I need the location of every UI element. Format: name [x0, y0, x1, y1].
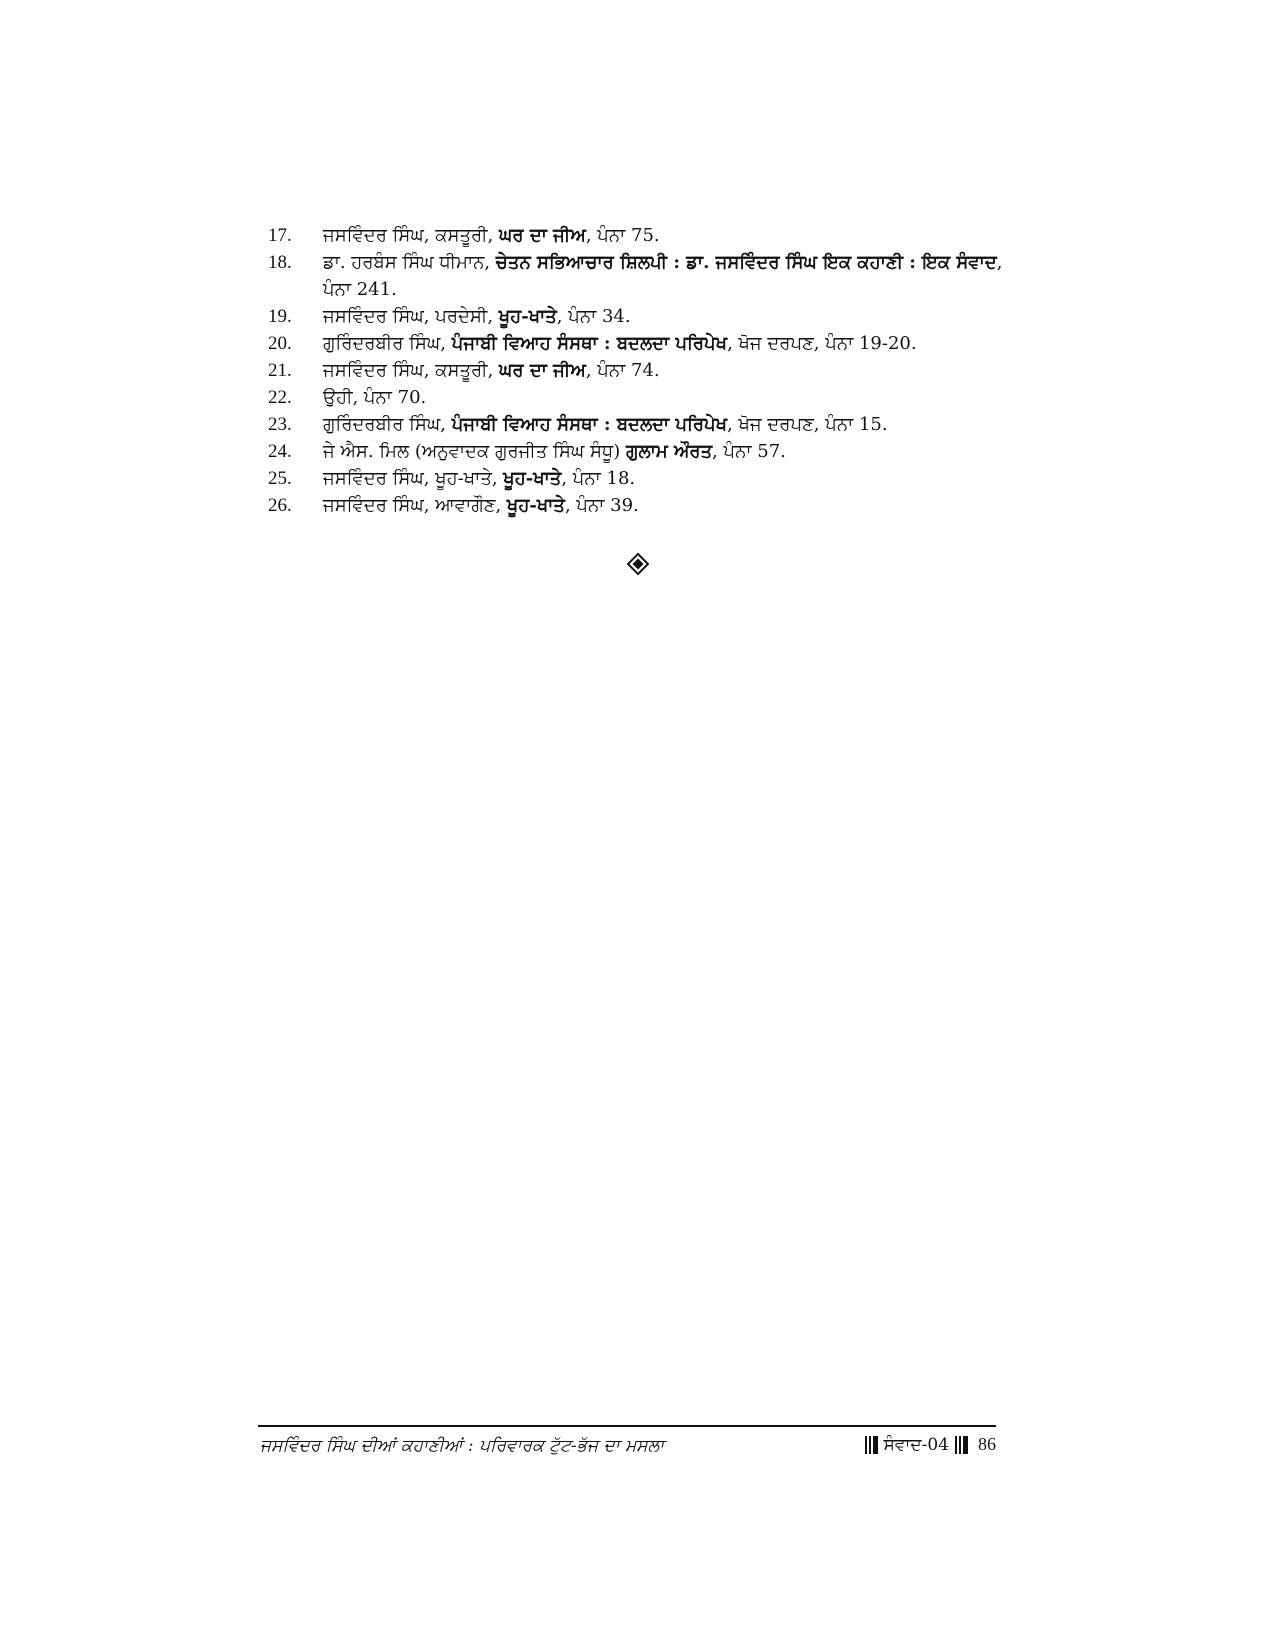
endnote-item [268, 330, 1008, 357]
endnote-text-segment: , ਪੰਨਾ 57. [712, 441, 786, 462]
endnote-item [268, 222, 1008, 249]
barcode-bars-icon [955, 1436, 968, 1454]
endnote-title-bold: ਗੁਲਾਮ ਔਰਤ [626, 441, 713, 462]
endnote-text-segment: ਜੇ ਐਸ. ਮਿਲ (ਅਨੁਵਾਦਕ ਗੁਰਜੀਤ ਸਿੰਘ ਸੰਧੂ) [323, 441, 627, 462]
endnote-title-bold: ਚੇਤਨ ਸਭਿਆਚਾਰ ਸ਼ਿਲਪੀ : ਡਾ. ਜਸਵਿੰਦਰ ਸਿੰਘ ਇਕ ਕਹਾਣੀ : ਇਕ ਸੰਵਾਦ [495, 252, 997, 273]
endnote-number: 26. [268, 495, 292, 516]
endnote-item [268, 438, 1008, 465]
endnote-text-segment: ਡਾ. ਹਰਬੰਸ ਸਿੰਘ ਧੀਮਾਨ, [323, 252, 496, 273]
endnote-text-segment: ਜਸਵਿੰਦਰ ਸਿੰਘ, ਕਸਤੂਰੀ, [323, 360, 500, 381]
endnote-number: 17. [268, 225, 292, 246]
endnote-number: 18. [268, 252, 292, 273]
endnote-text [323, 303, 1008, 330]
page-number: 86 [978, 1434, 996, 1454]
endnote-number: 21. [268, 360, 292, 381]
endnote-item [268, 411, 1008, 438]
endnote-item [268, 465, 1008, 492]
endnote-item [268, 357, 1008, 384]
endnote-title-bold: ਪੰਜਾਬੀ ਵਿਆਹ ਸੰਸਥਾ : ਬਦਲਦਾ ਪਰਿਪੇਖ [451, 333, 728, 354]
endnote-text-segment: ਗੁਰਿੰਦਰਬੀਰ ਸਿੰਘ, [323, 414, 452, 435]
endnote-text [323, 222, 1008, 249]
endnote-text-segment: , ਪੰਨਾ 18. [561, 468, 636, 489]
endnote-text [323, 492, 1008, 519]
endnote-text-segment: ਜਸਵਿੰਦਰ ਸਿੰਘ, ਖੂਹ-ਖਾਤੇ, [323, 468, 504, 489]
journal-name: ਸੰਵਾਦ-04 [883, 1434, 949, 1455]
endnote-text [323, 330, 1008, 357]
endnote-number: 24. [268, 441, 292, 462]
endnote-text-segment: , ਖੋਜ ਦਰਪਣ, ਪੰਨਾ 15. [727, 414, 888, 435]
endnote-text-segment: ਗੁਰਿੰਦਰਬੀਰ ਸਿੰਘ, [323, 333, 452, 354]
running-footer-title: ਜਸਵਿੰਦਰ ਸਿੰਘ ਦੀਆਂ ਕਹਾਣੀਆਂ : ਪਰਿਵਾਰਕ ਟੁੱਟ-ਭੱਜ ਦਾ ਮਸਲਾ [260, 1436, 664, 1456]
endnote-text [323, 384, 1008, 411]
endnote-text [323, 438, 1008, 465]
endnote-text-segment: ਜਸਵਿੰਦਰ ਸਿੰਘ, ਆਵਾਗੌਣ, [323, 495, 507, 516]
endnote-text [323, 465, 1008, 492]
endnote-text [323, 249, 1008, 303]
endnote-title-bold: ਖੂਹ-ਖਾਤੇ [503, 468, 562, 489]
endnote-number: 25. [268, 468, 292, 489]
footer-divider [258, 1425, 996, 1427]
endnote-number: 19. [268, 306, 292, 327]
endnote-number: 23. [268, 414, 292, 435]
endnote-item [268, 492, 1008, 519]
endnote-text [323, 411, 1008, 438]
endnote-text-segment: ਜਸਵਿੰਦਰ ਸਿੰਘ, ਕਸਤੂਰੀ, [323, 225, 500, 246]
endnote-item [268, 303, 1008, 330]
endnote-number: 22. [268, 387, 292, 408]
endnote-text-segment: , ਖੋਜ ਦਰਪਣ, ਪੰਨਾ 19-20. [727, 333, 917, 354]
endnote-title-bold: ਘਰ ਦਾ ਜੀਅ [499, 225, 586, 246]
endnotes-list [268, 222, 1008, 519]
endnote-text [323, 357, 1008, 384]
endnote-title-bold: ਘਰ ਦਾ ਜੀਅ [499, 360, 586, 381]
endnote-number: 20. [268, 333, 292, 354]
endnote-item [268, 249, 1008, 303]
endnote-title-bold: ਖੂਹ-ਖਾਤੇ [498, 306, 557, 327]
endnote-text-segment: ਜਸਵਿੰਦਰ ਸਿੰਘ, ਪਰਦੇਸੀ, [323, 306, 499, 327]
endnote-title-bold: ਪੰਜਾਬੀ ਵਿਆਹ ਸੰਸਥਾ : ਬਦਲਦਾ ਪਰਿਪੇਖ [451, 414, 728, 435]
endnote-text-segment: , ਪੰਨਾ 75. [585, 225, 660, 246]
endnote-item [268, 384, 1008, 411]
diamond-ornament-icon [627, 553, 649, 575]
endnote-text-segment: , ਪੰਨਾ 241. [323, 252, 1003, 300]
endnote-text-segment: , ਪੰਨਾ 74. [585, 360, 660, 381]
endnote-text-segment: , ਪੰਨਾ 39. [564, 495, 639, 516]
barcode-bars-icon [865, 1436, 878, 1454]
footer-journal-block [865, 1434, 996, 1455]
endnote-text-segment: , ਪੰਨਾ 34. [556, 306, 631, 327]
endnote-text-segment: ਉਹੀ, ਪੰਨਾ 70. [323, 387, 427, 408]
endnote-title-bold: ਖੂਹ-ਖਾਤੇ [506, 495, 565, 516]
